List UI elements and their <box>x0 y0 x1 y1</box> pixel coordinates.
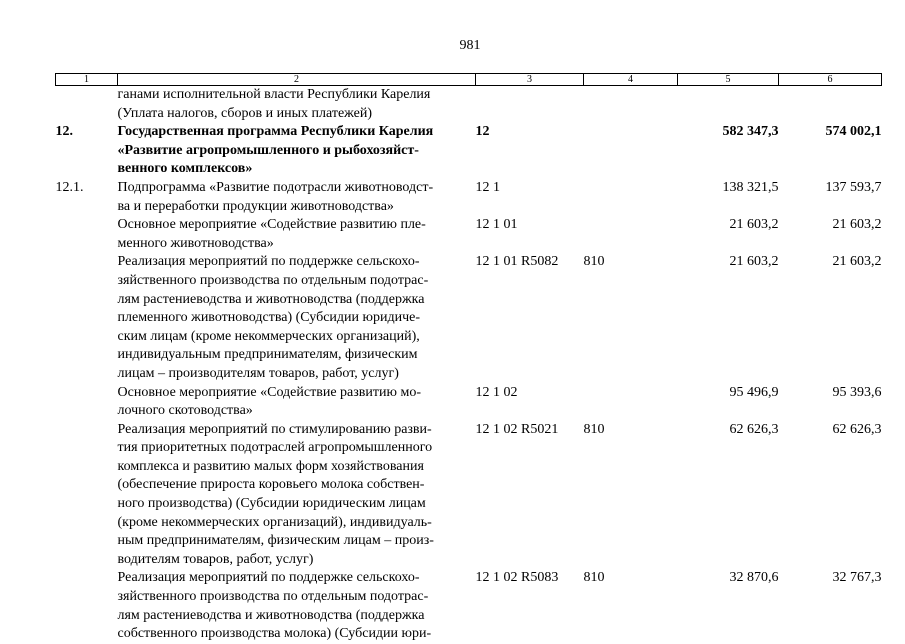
row-code: 12 1 01 R5082 <box>475 254 559 270</box>
row-name: Подпрограмма «Развитие подотрасли животноводст- ва и переработки продукции животноводства» <box>117 179 434 214</box>
row-code: 12 1 02 <box>475 384 518 400</box>
row-value-2019: 95 496,9 <box>729 384 779 400</box>
row-expense-type: 810 <box>583 421 605 437</box>
row-value-2019: 582 347,3 <box>722 124 779 140</box>
column-header-3: 3 <box>476 74 584 86</box>
table-row <box>56 123 882 179</box>
row-name: Реализация мероприятий по поддержке сельскохо- зяйственного производства по отдельным подотрас- лям растениеводства и животноводства (поддержка собственного производства молока) (Субсидии юри- <box>117 570 432 642</box>
row-code: 12 1 <box>475 179 500 195</box>
row-expense-type: 810 <box>583 570 605 586</box>
column-header-2: 2 <box>118 74 476 86</box>
row-name: Основное мероприятие «Содействие развитию пле- менного животноводства» <box>117 217 426 251</box>
row-name: ганами исполнительной власти Республики Карелия (Уплата налогов, сборов и иных платежей) <box>117 87 431 121</box>
table-row <box>56 179 882 216</box>
row-number: 12.1. <box>55 179 84 195</box>
row-value-2020: 137 593,7 <box>825 179 882 195</box>
column-header-5: 5 <box>678 74 779 86</box>
table-row <box>56 569 882 643</box>
budget-table <box>55 73 882 644</box>
row-code: 12 1 02 R5021 <box>475 421 559 437</box>
row-name: Государственная программа Республики Карелия «Развитие агропромышленного и рыбохозяйст- венного комплексов» <box>117 124 434 177</box>
table-row <box>56 384 882 421</box>
table-body <box>56 86 882 644</box>
column-number-header-row <box>56 74 882 86</box>
row-value-2020: 32 767,3 <box>832 570 882 586</box>
row-value-2020: 21 603,2 <box>832 217 882 233</box>
row-value-2019: 21 603,2 <box>729 217 779 233</box>
row-code: 12 1 01 <box>475 217 518 233</box>
row-name: Основное мероприятие «Содействие развитию мо- лочного скотоводства» <box>117 384 421 419</box>
row-number: 12. <box>55 124 73 140</box>
row-value-2019: 62 626,3 <box>729 421 779 437</box>
column-header-1: 1 <box>56 74 118 86</box>
row-expense-type: 810 <box>583 254 605 270</box>
row-value-2020: 95 393,6 <box>832 384 882 400</box>
row-code: 12 1 02 R5083 <box>475 570 559 586</box>
column-header-4: 4 <box>584 74 678 86</box>
row-name: Реализация мероприятий по стимулированию разви- тия приоритетных подотраслей агропромышленного комплекса и развитию малых форм хозяйствования (обеспечение прироста коровьего молока собствен- ного производства) (Субсидии юридическим лицам (кроме некоммерческих организаций), индивидуаль- ным предпринимателям, физическим лицам – произ- водителям товаров, работ, услуг) <box>117 421 434 567</box>
row-value-2020: 574 002,1 <box>825 124 882 140</box>
row-code: 12 <box>475 124 490 140</box>
row-name: Реализация мероприятий по поддержке сельскохо- зяйственного производства по отдельным подотрас- лям растениеводства и животноводства (поддержка племенного животноводства) (Субсидии юридиче- ским лицам (кроме некоммерческих организаций), индивидуальным предпринимателям, физическим лицам – производителям товаров, работ, услуг) <box>117 254 429 381</box>
row-value-2019: 21 603,2 <box>729 254 779 270</box>
table-row <box>56 216 882 253</box>
row-value-2020: 21 603,2 <box>832 254 882 270</box>
row-value-2019: 32 870,6 <box>729 570 779 586</box>
row-value-2019: 138 321,5 <box>722 179 779 195</box>
page-number: 981 <box>459 38 481 53</box>
table-row <box>56 253 882 383</box>
table-row <box>56 421 882 570</box>
row-value-2020: 62 626,3 <box>832 421 882 437</box>
column-header-6: 6 <box>779 74 882 86</box>
table-row <box>56 86 882 124</box>
